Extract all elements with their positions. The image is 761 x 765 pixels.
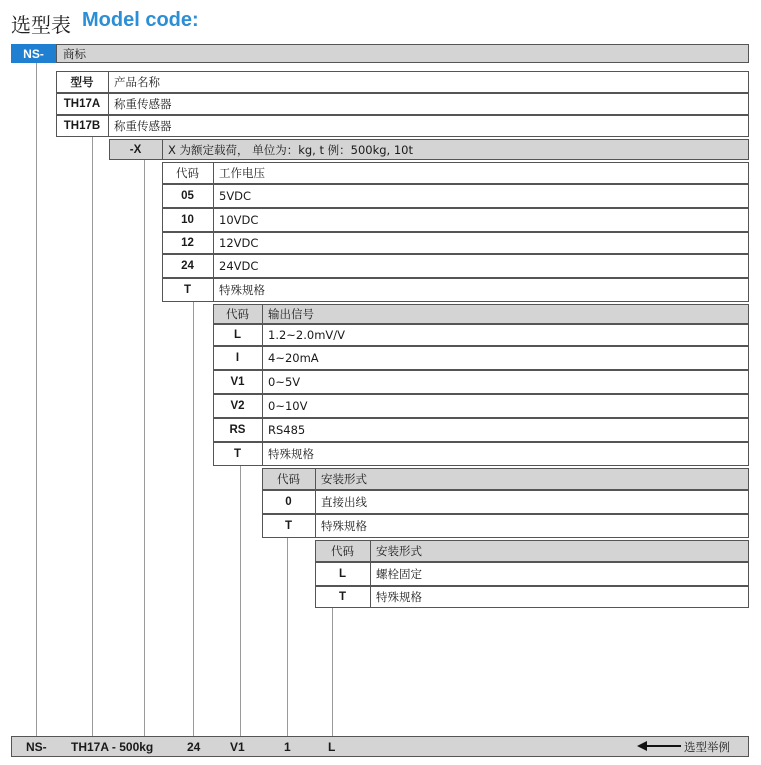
guide-line-mount	[332, 608, 333, 736]
level3-header-code	[162, 162, 213, 184]
level1-desc-text: 称重传感器	[114, 119, 172, 133]
level6-desc	[370, 586, 570, 608]
guide-line-install	[287, 538, 288, 736]
level4-code-text: I	[235, 352, 240, 364]
level4-desc	[262, 346, 462, 370]
level1-code	[56, 93, 108, 115]
level3-desc	[213, 232, 413, 254]
arrow-left-icon	[637, 740, 681, 752]
example-model-load: TH17A - 500kg	[71, 739, 154, 754]
level3-code-text: 10	[181, 214, 194, 226]
level3-desc	[213, 254, 413, 278]
level3-desc-text: 12VDC	[219, 236, 259, 250]
level3-desc	[213, 184, 413, 208]
guide-line-output	[240, 466, 241, 736]
level4-desc	[262, 394, 462, 418]
guide-line-model	[92, 137, 93, 736]
level4-desc	[262, 324, 462, 346]
level3-code	[162, 278, 213, 302]
level6-header-code-text: 代码	[331, 546, 354, 558]
level5-header-code-text: 代码	[277, 474, 300, 486]
level1-desc-text: 产品名称	[114, 75, 160, 89]
level4-desc-text: 4~20mA	[268, 351, 319, 365]
level6-header-desc-text: 安装形式	[376, 544, 422, 558]
level3-desc	[213, 278, 413, 302]
level4-header-code	[213, 304, 262, 324]
guide-line-voltage	[193, 302, 194, 736]
level2-desc-text: X 为额定载荷， 单位为：kg, t 例：500kg, 10t	[168, 142, 413, 157]
level4-code	[213, 442, 262, 466]
level2-code-text: -X	[129, 143, 142, 156]
level5-desc	[315, 514, 515, 538]
level5-code-text: 0	[285, 496, 292, 508]
level6-desc-text: 螺栓固定	[376, 567, 422, 581]
level4-code	[213, 370, 262, 394]
level1-code-text: TH17A	[63, 98, 101, 110]
level3-desc-text: 24VDC	[219, 259, 259, 273]
level1-desc	[108, 115, 508, 137]
level5-header-desc	[315, 468, 515, 490]
level1-code	[56, 115, 108, 137]
level4-desc-text: RS485	[268, 423, 306, 437]
level1-desc	[108, 71, 508, 93]
level4-desc	[262, 442, 462, 466]
level1-desc-text: 称重传感器	[114, 97, 172, 111]
level5-desc	[315, 490, 515, 514]
level3-header-desc	[213, 162, 413, 184]
example-brand: NS-	[26, 739, 47, 754]
level3-code	[162, 232, 213, 254]
level4-code	[213, 324, 262, 346]
level4-header-code-text: 代码	[226, 309, 249, 321]
example-voltage: 24	[187, 739, 201, 754]
level4-header-desc-text: 输出信号	[268, 307, 314, 321]
level6-code	[315, 562, 370, 586]
page-title-cn: 选型表	[11, 13, 71, 37]
level3-code	[162, 208, 213, 232]
level1-header	[56, 44, 749, 63]
level5-code	[262, 514, 315, 538]
level5-header-desc-text: 安装形式	[321, 472, 367, 486]
level6-code	[315, 586, 370, 608]
level1-code	[56, 71, 108, 93]
level3-code-text: 24	[181, 260, 194, 272]
example-mount: L	[328, 739, 336, 754]
level3-desc-text: 特殊规格	[219, 283, 265, 297]
level3-code-text: 12	[181, 237, 194, 249]
brand-tag: NS-	[11, 44, 56, 63]
level4-code-text: L	[233, 329, 242, 341]
level4-code-text: V2	[230, 400, 245, 412]
level3-desc-text: 5VDC	[219, 189, 252, 203]
level5-desc-text: 直接出线	[321, 495, 367, 509]
level2-code	[109, 139, 162, 160]
level4-header-desc	[262, 304, 462, 324]
level3-code-text: T	[183, 284, 192, 296]
level3-code	[162, 184, 213, 208]
level3-header-desc-text: 工作电压	[219, 166, 265, 180]
level4-code-text: T	[233, 448, 242, 460]
level6-code-text: T	[338, 591, 347, 603]
level6-header-code	[315, 540, 370, 562]
level2-desc	[162, 139, 662, 160]
level1-code-text: TH17B	[63, 120, 101, 132]
level6-desc-text: 特殊规格	[376, 590, 422, 604]
level1-header-label: 商标	[63, 46, 86, 61]
level4-code	[213, 394, 262, 418]
page-title-en: Model code:	[82, 9, 199, 31]
level4-desc-text: 0~5V	[268, 375, 301, 389]
level3-desc	[213, 208, 413, 232]
level3-desc-text: 10VDC	[219, 213, 259, 227]
guide-line-load	[144, 160, 145, 736]
level6-desc	[370, 562, 570, 586]
guide-line-brand	[36, 63, 37, 736]
level3-header-code-text: 代码	[176, 168, 199, 180]
level4-code-text: RS	[229, 424, 246, 436]
level4-code	[213, 418, 262, 442]
level4-desc	[262, 370, 462, 394]
level6-code-text: L	[338, 568, 347, 580]
level3-code-text: 05	[181, 190, 194, 202]
level5-code	[262, 490, 315, 514]
level1-desc	[108, 93, 508, 115]
level4-desc-text: 1.2~2.0mV/V	[268, 328, 346, 342]
level4-desc	[262, 418, 462, 442]
example-output: V1	[230, 739, 245, 754]
level3-code	[162, 254, 213, 278]
level6-header-desc	[370, 540, 570, 562]
level5-header-code	[262, 468, 315, 490]
level5-desc-text: 特殊规格	[321, 519, 367, 533]
level4-desc-text: 0~10V	[268, 399, 308, 413]
level1-code-text: 型号	[70, 77, 94, 89]
level4-code-text: V1	[230, 376, 245, 388]
level4-code	[213, 346, 262, 370]
example-install: 1	[284, 739, 291, 754]
level5-code-text: T	[284, 520, 293, 532]
example-label: 选型举例	[684, 739, 730, 754]
level4-desc-text: 特殊规格	[268, 447, 314, 461]
